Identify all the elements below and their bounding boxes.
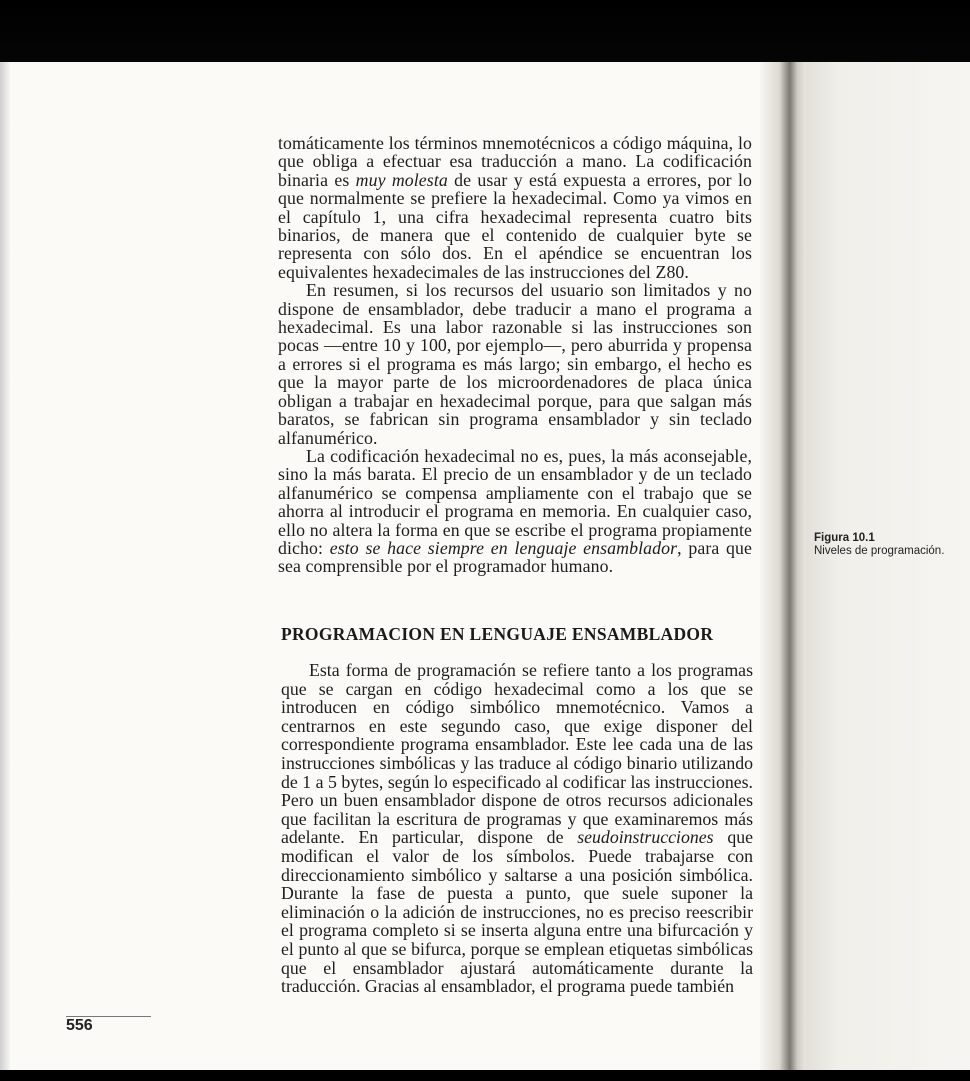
paragraph-3: La codificación hexadecimal no es, pues, la más aconsejable, sino la más barata. El precio de un ensamblador y de un teclado alfanumérico se compensa ampliamente con el trabajo que se ahorra al introducir el programa en memoria. En cualquier caso, ello no altera la forma en que se escribe el programa propiamente dicho: esto se hace siempre en lenguaje ensamblador, para que sea comprensible por el programador humano. bbox=[278, 445, 752, 577]
paragraph-4: Esta forma de programación se refiere tanto a los programas que se cargan en código hexadecimal como a los que se introducen en código simbólico mnemotécnico. Vamos a centrarnos en este segundo caso, que exige disponer del correspondiente programa ensamblador. Este lee cada una de las instrucciones simbólicas y las traduce al código binario utilizando de 1 a 5 bytes, según lo especificado al codificar las instrucciones. Pero un buen ensamblador dispone de otros recursos adicionales que facilitan la escritura de programas y que examinaremos más adelante. En particular, dispone de seudoinstrucciones que modifican el valor de los símbolos. Puede trabajarse con direccionamiento simbólico y saltarse a una posición simbólica. Durante la fase de puesta a punto, que suele suponer la eliminación o la adición de instrucciones, no es preciso reescribir el programa completo si se inserta alguna entre una bifurcación y el punto al que se bifurca, porque se emplean etiquetas simbólicas que el ensamblador ajustará automáticamente durante la traducción. Gracias al ensamblador, el programa puede también bbox=[281, 660, 753, 997]
body-text-top bbox=[278, 134, 752, 576]
figure-label: Figura 10.1 bbox=[814, 532, 875, 544]
right-page bbox=[806, 62, 970, 1072]
scan-bottom-border bbox=[0, 1070, 970, 1081]
page-number: 556 bbox=[66, 1017, 93, 1034]
paragraph-2: En resumen, si los recursos del usuario son limitados y no dispone de ensamblador, debe traducir a mano el programa a hexadecimal. Es una labor razonable si las instrucciones son pocas —entre 10 y 100, por ejemplo—, pero aburrida y propensa a errores si el programa es más largo; sin embargo, el hecho es que la mayor parte de los microordenadores de placa única obligan a trabajar en hexadecimal porque, para que salgan más baratos, se fabrican sin programa ensamblador y sin teclado alfanumérico. bbox=[278, 280, 752, 448]
paragraph-1: tomáticamente los términos mnemotécnicos a código máquina, lo que obliga a efectuar esa traducción a mano. La codificación binaria es muy molesta de usar y está expuesta a errores, por lo que normalmente se prefiere la hexadecimal. Como ya vimos en el capítulo 1, una cifra hexadecimal representa cuatro bits binarios, de manera que el contenido de cualquier byte se representa con sólo dos. En el apéndice se encuentran los equivalentes hexadecimales de las instrucciones del Z80. bbox=[278, 133, 753, 282]
section-heading: PROGRAMACION EN LENGUAJE ENSAMBLADOR bbox=[281, 624, 714, 644]
book-gutter bbox=[760, 62, 808, 1072]
left-page-edge bbox=[0, 62, 10, 1072]
body-text-bottom bbox=[281, 661, 753, 996]
figure-caption-text: Niveles de programación. bbox=[814, 545, 945, 557]
figure-caption bbox=[814, 532, 970, 558]
scan-top-border bbox=[0, 0, 970, 64]
